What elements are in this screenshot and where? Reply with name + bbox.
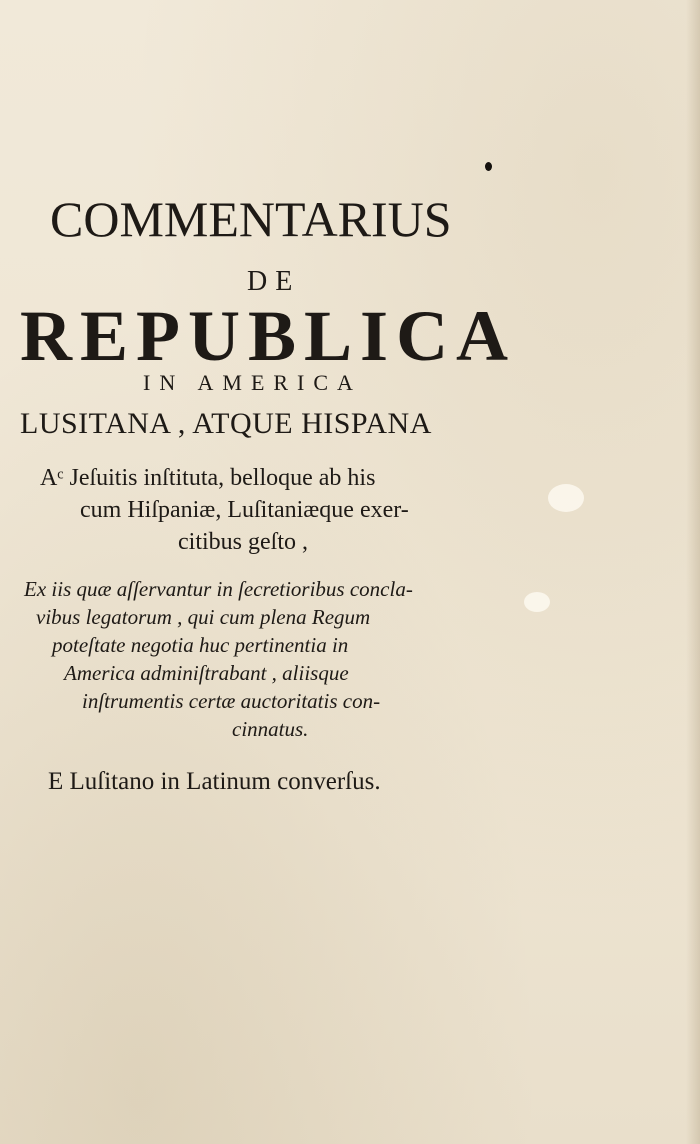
show-through-text — [0, 780, 700, 1110]
paper-stain — [524, 592, 550, 612]
italic-line-6: cinnatus. — [232, 717, 309, 741]
body-line-1: Aᶜ Jeſuitis inſtituta, belloque ab his — [40, 465, 376, 491]
body-line-3: citibus geſto , — [178, 529, 308, 555]
italic-line-5: inſtrumentis certæ auctoritatis con- — [82, 689, 381, 713]
title-line-republica: REPUBLICA — [20, 296, 517, 376]
italic-line-2: vibus legatorum , qui cum plena Regum — [36, 605, 371, 629]
title-line-commentarius: COMMENTARIUS — [50, 191, 452, 247]
italic-line-4: America adminiſtrabant , aliisque — [64, 661, 349, 685]
italic-line-3: poteſtate negotia huc pertinentia in — [52, 633, 349, 657]
body-line-2: cum Hiſpaniæ, Luſitaniæque exer- — [80, 497, 409, 523]
title-line-de: DE — [247, 266, 301, 297]
title-line-in-america: IN AMERICA — [143, 370, 362, 395]
ink-dot — [485, 162, 492, 171]
paper-stain — [548, 484, 584, 512]
translation-note: E Luſitano in Latinum converſus. — [48, 768, 381, 795]
page-edge-shadow — [686, 0, 700, 1144]
title-line-lusitana-atque-hispana: LUSITANA , ATQUE HISPANA — [20, 407, 432, 440]
italic-line-1: Ex iis quæ aſſervantur in ſecretioribus concla- — [24, 577, 413, 601]
